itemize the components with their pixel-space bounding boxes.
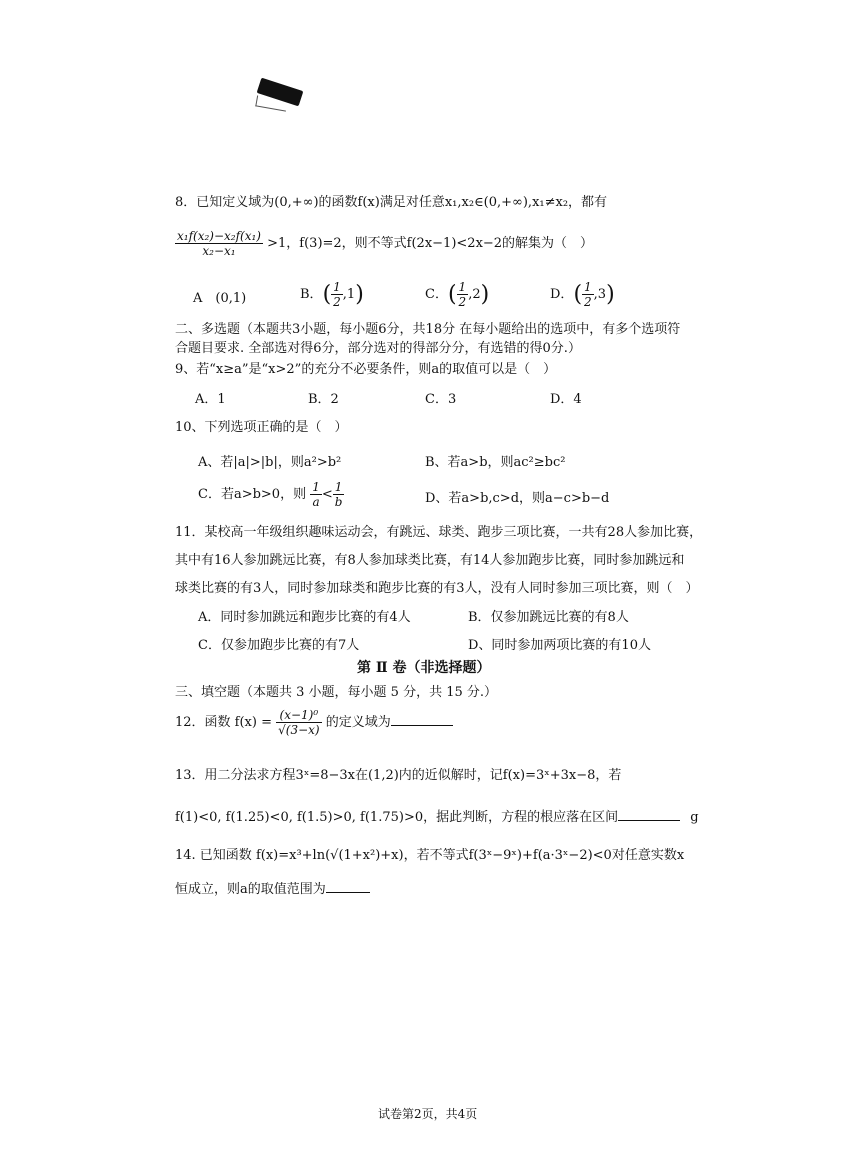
- q12-frac-num: (x−1)⁰: [276, 708, 321, 723]
- q11-option-a: A．同时参加跳远和跑步比赛的有4人: [198, 610, 411, 625]
- q9-stem: 9、若“x≥a”是“x>2”的充分不必要条件，则a的取值可以是（ ）: [175, 362, 557, 377]
- q8-c-half-num: 1: [458, 280, 467, 294]
- page-footer: 试卷第2页，共4页: [378, 1107, 478, 1121]
- q13-line2-text: f(1)<0, f(1.25)<0, f(1.5)>0, f(1.75)>0，据此判断，方程的根应落在区间: [175, 810, 619, 825]
- q10-frac2-den: b: [334, 495, 343, 509]
- q13-answer-blank[interactable]: [618, 820, 680, 821]
- q8-option-c: C．( $\frac{1}{2}$ ,2): [425, 280, 490, 309]
- q10-stem: 10、下列选项正确的是（ ）: [175, 420, 348, 435]
- q8-d-half-den: 2: [584, 295, 592, 309]
- q10-option-d: D、若a>b,c>d，则a−c>b−d: [425, 491, 610, 506]
- q11-line2: 其中有16人参加跳远比赛，有8人参加球类比赛，有14人参加跑步比赛，同时参加跳远和: [175, 553, 685, 568]
- q8-option-b: B．( $\frac{1}{2}$ ,1): [300, 280, 364, 309]
- q10-frac2-num: 1: [333, 480, 345, 495]
- q11-option-d: D、同时参加两项比赛的有10人: [468, 638, 651, 653]
- q8-option-c-label: C．: [425, 287, 448, 302]
- q8-b-half-den: 2: [333, 295, 341, 309]
- q10-frac1-den: a: [312, 495, 320, 509]
- q9-option-c: C．3: [425, 392, 457, 407]
- q8-fraction-num: x₁f(x₂)−x₂f(x₁): [177, 229, 261, 243]
- q8-stem-line1: 8．已知定义域为(0,+∞)的函数f(x)满足对任意x₁,x₂∈(0,+∞),x₁≠x₂，都有: [175, 195, 608, 210]
- q8-condition: [175, 229, 593, 258]
- q13-tail-mark: g: [690, 810, 699, 825]
- q9-option-a: A．1: [195, 392, 226, 407]
- q8-fraction-den: x₂−x₁: [202, 244, 236, 258]
- q8-option-d-value: ,3: [593, 287, 607, 302]
- q10-option-b: B、若a>b，则ac²≥bc²: [425, 455, 566, 470]
- section3-header: 三、填空题（本题共 3 小题，每小题 5 分，共 15 分.）: [175, 685, 498, 700]
- q9-option-d: D．4: [550, 392, 582, 407]
- q11-option-c: C．仅参加跑步比赛的有7人: [198, 638, 360, 653]
- q8-d-half-num: 1: [584, 280, 592, 294]
- q8-fraction: [175, 229, 263, 258]
- q12-prefix: 12．函数 f(x) =: [175, 715, 272, 730]
- q8-option-d-label: D．: [550, 287, 574, 302]
- q8-option-c-value: ,2: [468, 287, 481, 302]
- q14-line2: [175, 878, 370, 897]
- q8-option-a: A (0,1): [193, 291, 247, 306]
- q10-frac1-num: 1: [312, 480, 320, 494]
- q8-option-d: D．( $\frac{1}{2}$ ,3): [550, 280, 615, 309]
- q10-less-than: <: [321, 487, 333, 502]
- q8-stem-line2: >1，f(3)=2，则不等式f(2x−1)<2x−2的解集为（ ）: [267, 236, 594, 251]
- section2-line1: 二、多选题（本题共3小题，每小题6分，共18分 在每小题给出的选项中，有多个选项符: [175, 322, 681, 337]
- q14-answer-blank[interactable]: [326, 892, 370, 893]
- q13-line2: [175, 806, 699, 825]
- q14-line1: 14. 已知函数 f(x)=x³+ln(√(1+x²)+x)，若不等式f(3ˣ−9ˣ)+f(a·3ˣ−2)<0对任意实数x: [175, 848, 685, 863]
- q10-option-c: [198, 480, 344, 509]
- q8-option-b-value: ,1: [342, 287, 356, 302]
- q8-b-half-num: 1: [333, 280, 341, 294]
- q13-line1: 13．用二分法求方程3ˣ=8−3x在(1,2)内的近似解时，记f(x)=3ˣ+3x−8，若: [175, 768, 622, 783]
- q12-frac-den: √(3−x): [278, 723, 320, 737]
- q12: [175, 708, 453, 737]
- q11-option-b: B．仅参加跳远比赛的有8人: [468, 610, 629, 625]
- q12-answer-blank[interactable]: [391, 725, 453, 726]
- q14-line2-text: 恒成立，则a的取值范围为: [175, 882, 326, 897]
- q12-suffix: 的定义域为: [325, 715, 391, 730]
- q10-option-c-text: C．若a>b>0，则: [198, 487, 307, 502]
- q10-option-a: A、若|a|>|b|，则a²>b²: [198, 455, 342, 470]
- q8-c-half-den: 2: [458, 295, 467, 309]
- section2-line2: 合题目要求. 全部选对得6分，部分选对的得部分分，有选错的得0分.）: [175, 341, 581, 356]
- q9-option-b: B．2: [308, 392, 339, 407]
- q8-option-b-label: B．: [300, 287, 323, 302]
- q11-line3: 球类比赛的有3人，同时参加球类和跑步比赛的有3人，没有人同时参加三项比赛，则（ ）: [175, 581, 699, 596]
- q11-line1: 11．某校高一年级组织趣味运动会，有跳远、球类、跑步三项比赛，一共有28人参加比赛，: [175, 525, 703, 540]
- part2-title: 第 Ⅱ 卷（非选择题）: [357, 660, 491, 676]
